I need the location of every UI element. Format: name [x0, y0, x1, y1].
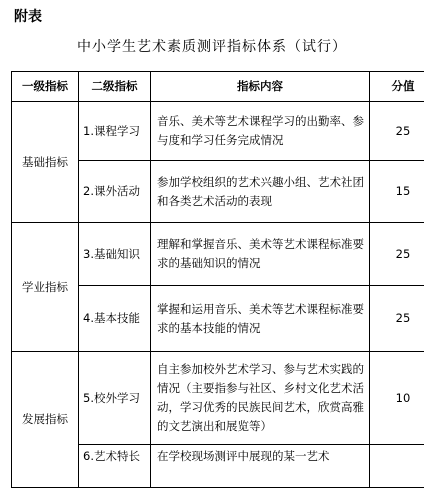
header-primary-indicator: 一级指标 [12, 72, 79, 102]
score-cell: 25 [370, 223, 424, 286]
score-cell: 25 [370, 102, 424, 161]
table-row [12, 352, 424, 445]
indicator-content-cell: 自主参加校外艺术学习、参与艺术实践的情况（主要指参与社区、乡村文化艺术活动，学习优秀的民族民间艺术，欣赏高雅的文艺演出和展览等） [151, 352, 370, 445]
secondary-indicator-cell: 1.课程学习 [79, 102, 151, 161]
header-secondary-indicator: 二级指标 [79, 72, 151, 102]
table-row [12, 223, 424, 286]
secondary-indicator-cell: 6.艺术特长 [79, 445, 151, 488]
secondary-indicator-cell: 3.基础知识 [79, 223, 151, 286]
indicator-content-cell: 理解和掌握音乐、美术等艺术课程标准要求的基础知识的情况 [151, 223, 370, 286]
indicator-table [11, 71, 424, 488]
secondary-indicator-cell: 5.校外学习 [79, 352, 151, 445]
secondary-indicator-cell: 4.基本技能 [79, 286, 151, 352]
primary-indicator-cell: 学业指标 [12, 223, 79, 352]
indicator-content-cell: 音乐、美术等艺术课程学习的出勤率、参与度和学习任务完成情况 [151, 102, 370, 161]
header-score: 分值 [370, 72, 424, 102]
indicator-content-cell: 参加学校组织的艺术兴趣小组、艺术社团和各类艺术活动的表现 [151, 161, 370, 223]
indicator-content-cell: 掌握和运用音乐、美术等艺术课程标准要求的基本技能的情况 [151, 286, 370, 352]
table-header-row [12, 72, 424, 102]
primary-indicator-cell: 基础指标 [12, 102, 79, 223]
table-row [12, 102, 424, 161]
secondary-indicator-cell: 2.课外活动 [79, 161, 151, 223]
primary-indicator-cell: 发展指标 [12, 352, 79, 488]
document-title: 中小学生艺术素质测评指标体系（试行） [0, 36, 424, 56]
indicator-content-cell: 在学校现场测评中展现的某一艺术 [151, 445, 370, 488]
header-indicator-content: 指标内容 [151, 72, 370, 102]
score-cell: 10 [370, 352, 424, 445]
score-cell: 15 [370, 161, 424, 223]
score-cell: 25 [370, 286, 424, 352]
appendix-label: 附表 [14, 6, 42, 26]
score-cell [370, 445, 424, 488]
